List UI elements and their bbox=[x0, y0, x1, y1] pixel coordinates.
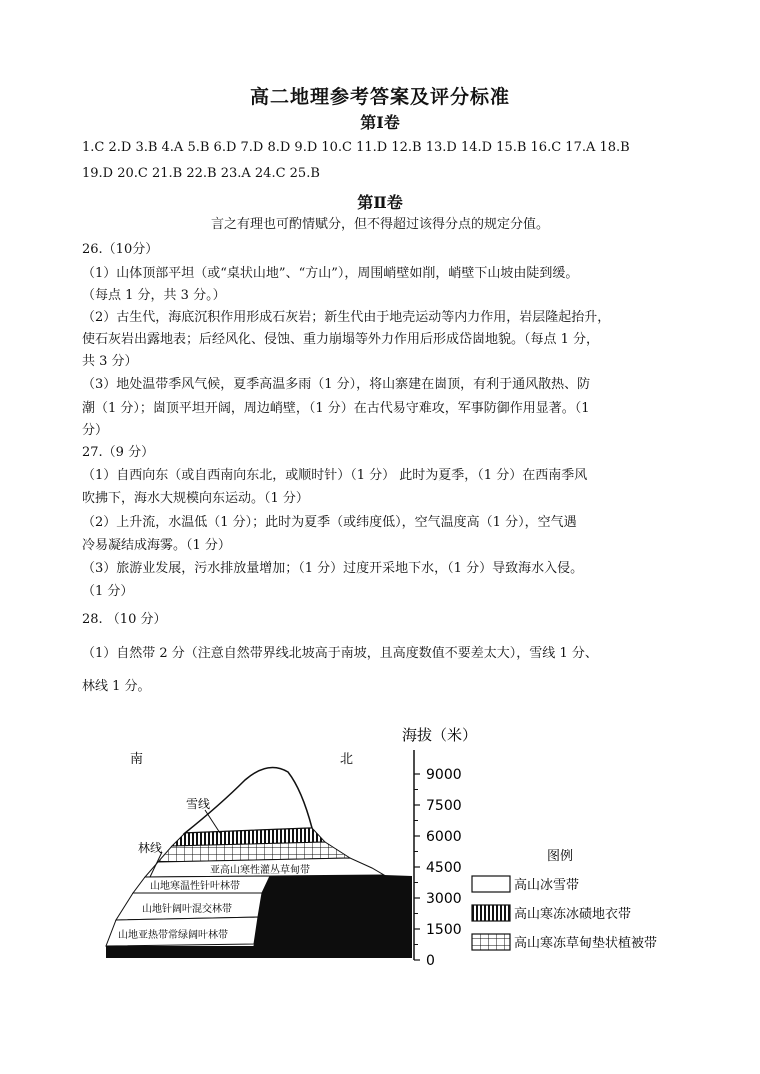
south-label: 南 bbox=[130, 752, 144, 767]
q28-line: （1）自然带 2 分（注意自然带界线北坡高于南坡，且高度数值不要差太大），雪线 1 分、 bbox=[82, 646, 598, 661]
zone-label: 山地亚热带常绿阔叶林带 bbox=[118, 930, 228, 941]
y-tick-label: 3000 bbox=[426, 891, 462, 907]
y-axis-ticks bbox=[414, 767, 462, 969]
q26-line: 潮（1 分）；崮顶平坦开阔，周边峭壁，（1 分）在古代易守难攻，军事防御作用显著。（1 bbox=[82, 401, 590, 416]
q26-head: 26.（10分） bbox=[82, 242, 159, 257]
axis-title: 海拔（米） bbox=[402, 726, 478, 744]
zone-label: 山地针阔叶混交林带 bbox=[142, 904, 232, 915]
q26-line: （每点 1 分，共 3 分。） bbox=[82, 288, 226, 303]
legend-title: 图例 bbox=[547, 849, 574, 864]
q28-head: 28. （10 分） bbox=[82, 612, 167, 627]
base-strip bbox=[106, 946, 412, 958]
q27-line: （1 分） bbox=[82, 584, 134, 599]
q26-line: 使石灰岩出露地表；后经风化、侵蚀、重力崩塌等外力作用后形成岱崮地貌。（每点 1 分， bbox=[82, 332, 600, 347]
legend-swatch-lichen bbox=[472, 905, 510, 921]
q27-line: （2）上升流，水温低（1 分）；此时为夏季（或纬度低），空气温度高（1 分），空气遇 bbox=[82, 515, 577, 530]
answer-line-2: 19.D 20.C 21.B 22.B 23.A 24.C 25.B bbox=[82, 166, 320, 181]
y-tick-label: 6000 bbox=[426, 829, 462, 845]
answer-line-1: 1.C 2.D 3.B 4.A 5.B 6.D 7.D 8.D 9.D 10.C 11.D 12.B 13.D 14.D 15.B 16.C 17.A 18.B bbox=[82, 140, 630, 155]
q26-line: 共 3 分） bbox=[82, 354, 138, 369]
q26-line: 分） bbox=[82, 423, 109, 438]
legend-label: 高山寒冻草甸垫状植被带 bbox=[514, 936, 658, 951]
legend-swatch-meadow bbox=[472, 934, 510, 950]
y-tick-label: 1500 bbox=[426, 922, 462, 938]
y-tick-label: 7500 bbox=[426, 798, 462, 814]
q26-line: （1）山体顶部平坦（或“桌状山地”、“方山”），周围峭壁如削，峭壁下山坡由陡到缓。 bbox=[82, 266, 579, 281]
q27-line: 吹拂下，海水大规模向东运动。（1 分） bbox=[82, 491, 309, 506]
y-tick-label: 0 bbox=[426, 953, 435, 969]
y-tick-label: 4500 bbox=[426, 860, 462, 876]
plateau-mass bbox=[250, 875, 412, 958]
part1-heading: 第Ⅰ卷 bbox=[360, 113, 400, 132]
legend-label: 高山寒冻冰碛地衣带 bbox=[514, 907, 632, 922]
treeline-label: 林线 bbox=[138, 841, 163, 855]
q27-line: （1）自西向东（或自西南向东北，或顺时针）（1 分） 此时为夏季，（1 分）在西南季风 bbox=[82, 468, 588, 483]
page-title: 高二地理参考答案及评分标准 bbox=[249, 86, 510, 108]
q27-line: 冷易凝结成海雾。（1 分） bbox=[82, 538, 231, 553]
scoring-note: 言之有理也可酌情赋分，但不得超过该得分点的规定分值。 bbox=[210, 217, 549, 232]
y-tick-label: 9000 bbox=[426, 767, 462, 783]
legend-swatch-snow bbox=[472, 876, 510, 892]
q27-head: 27.（9 分） bbox=[82, 445, 155, 460]
zone-label: 亚高山寒性灌丛草甸带 bbox=[210, 865, 310, 876]
part2-heading: 第Ⅱ卷 bbox=[357, 193, 403, 212]
snowline-label: 雪线 bbox=[186, 797, 211, 811]
q26-line: （2）古生代，海底沉积作用形成石灰岩；新生代由于地壳运动等内力作用，岩层隆起抬升， bbox=[82, 310, 611, 325]
q26-line: （3）地处温带季风气候，夏季高温多雨（1 分），将山寨建在崮顶，有利于通风散热、防 bbox=[82, 377, 591, 392]
north-label: 北 bbox=[340, 752, 354, 767]
legend-label: 高山冰雪带 bbox=[514, 878, 580, 893]
q28-line: 林线 1 分。 bbox=[82, 679, 151, 694]
q27-line: （3）旅游业发展，污水排放量增加；（1 分）过度开采地下水，（1 分）导致海水入侵。 bbox=[82, 561, 584, 576]
zone-label: 山地寒温性针叶林带 bbox=[150, 881, 240, 892]
